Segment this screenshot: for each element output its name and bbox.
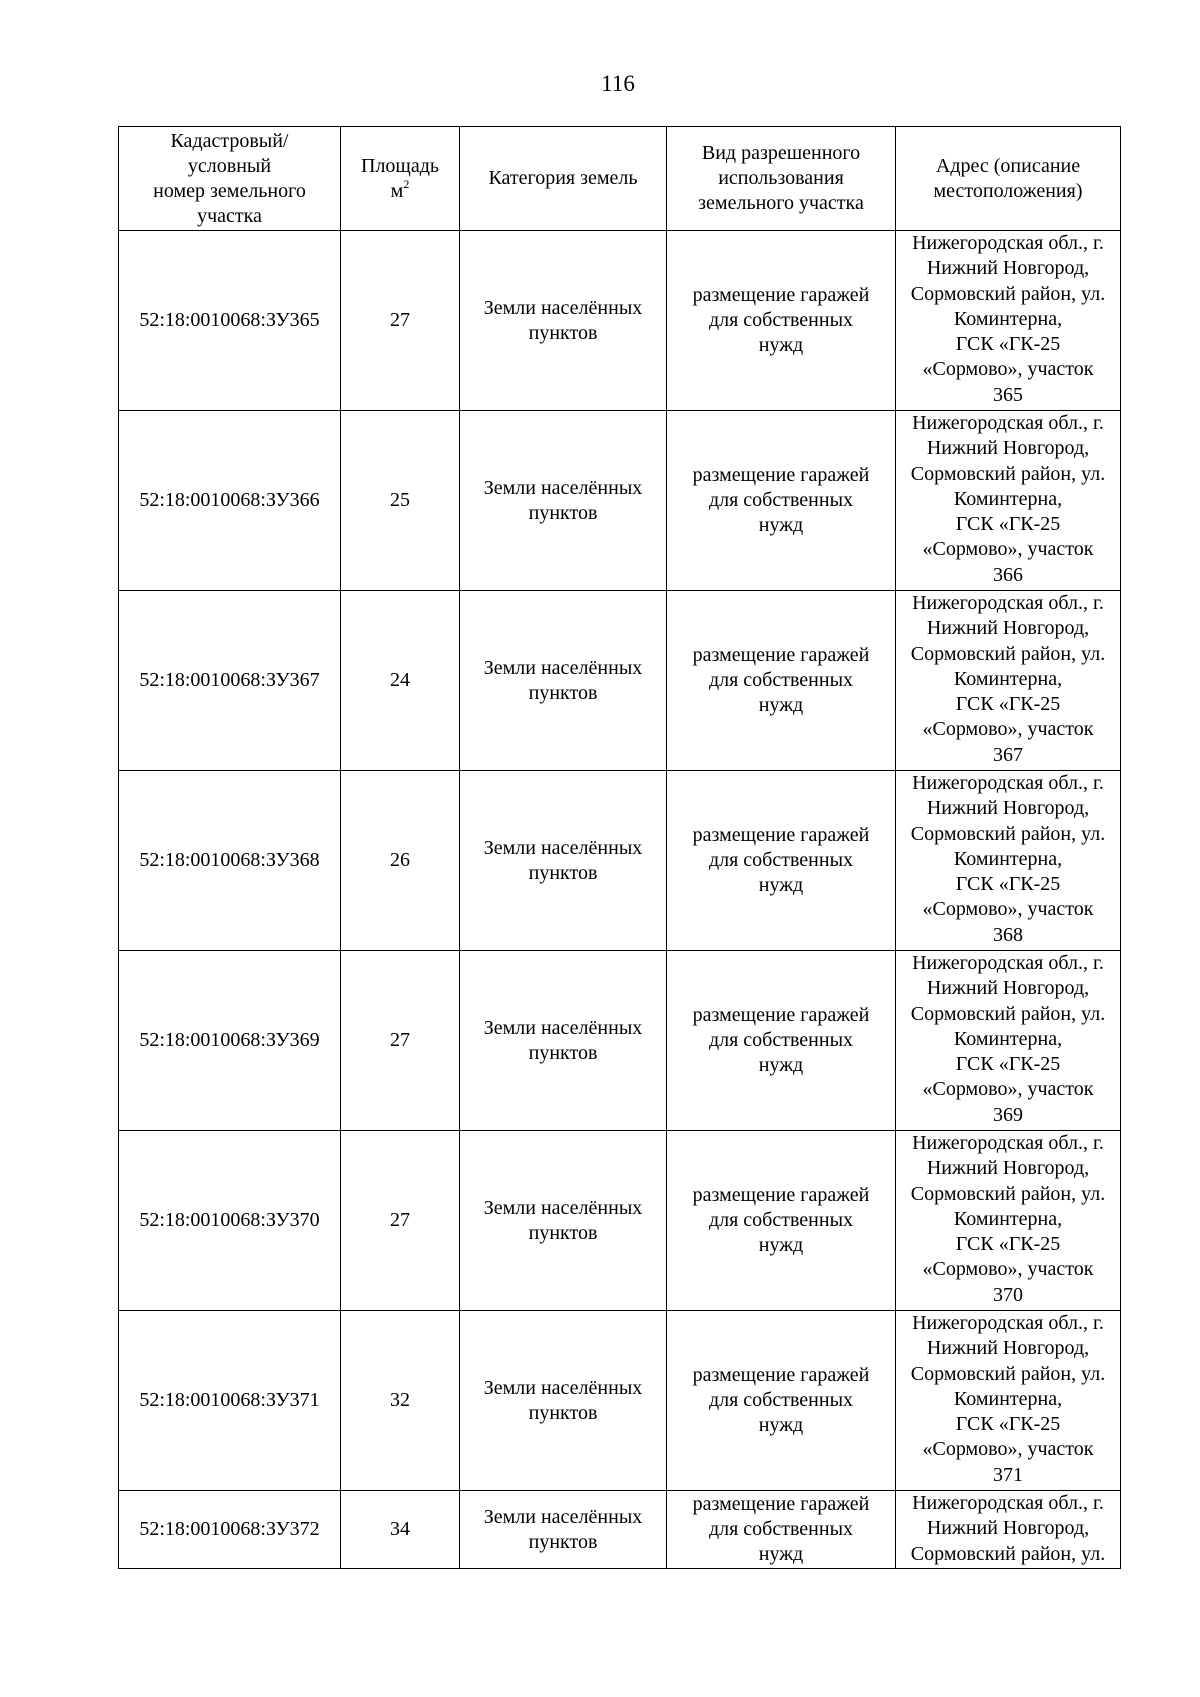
address-line: «Сормово», участок <box>922 538 1094 561</box>
table-header <box>119 127 1121 231</box>
land-category-cell <box>460 231 667 411</box>
permitted-use-line: нужд <box>758 514 804 536</box>
area-cell: 34 <box>341 1491 460 1569</box>
permitted-use-line: для собственных <box>708 669 854 691</box>
address-line: 367 <box>993 743 1023 766</box>
land-category-line: Земли населённых <box>483 476 643 499</box>
address-line: Коминтерна, <box>953 307 1063 330</box>
address-line: «Сормово», участок <box>922 1438 1094 1461</box>
header-category: Категория земель <box>460 127 667 231</box>
permitted-use-line: для собственных <box>708 1029 854 1051</box>
address-line: Коминтерна, <box>953 667 1063 690</box>
address-line: Сормовский район, ул. <box>910 1002 1106 1025</box>
address-line: Нижегородская обл., г. <box>912 952 1104 974</box>
address-line: 371 <box>993 1463 1023 1486</box>
permitted-use-cell <box>667 1311 896 1491</box>
header-area-unit-sup: 2 <box>403 176 410 191</box>
header-usage <box>667 127 896 231</box>
permitted-use-cell <box>667 1131 896 1311</box>
land-category-cell <box>460 771 667 951</box>
address-line: Нижний Новгород, <box>926 1337 1090 1360</box>
address-line: Нижний Новгород, <box>926 977 1090 1000</box>
land-category-line: Земли населённых <box>483 296 643 319</box>
land-category-line: пунктов <box>528 1401 598 1424</box>
address-line: Коминтерна, <box>953 1207 1063 1230</box>
cadastral-number-cell: 52:18:0010068:ЗУ368 <box>119 771 341 951</box>
permitted-use-line: нужд <box>758 694 804 716</box>
land-category-line: Земли населённых <box>483 836 643 859</box>
permitted-use-line: для собственных <box>708 489 854 511</box>
permitted-use-line: размещение гаражей <box>692 644 870 666</box>
land-category-line: пунктов <box>528 321 598 344</box>
permitted-use-line: размещение гаражей <box>692 824 870 846</box>
address-line: Нижегородская обл., г. <box>912 1492 1104 1514</box>
address-line: Нижегородская обл., г. <box>912 1132 1104 1154</box>
land-category-line: Земли населённых <box>483 1376 643 1399</box>
address-line: Сормовский район, ул. <box>910 462 1106 485</box>
permitted-use-cell <box>667 951 896 1131</box>
header-area-label: Площадь <box>361 154 439 177</box>
permitted-use-line: нужд <box>758 874 804 896</box>
permitted-use-line: размещение гаражей <box>692 1364 870 1386</box>
permitted-use-line: размещение гаражей <box>692 1004 870 1026</box>
address-line: «Сормово», участок <box>922 358 1094 381</box>
area-cell: 26 <box>341 771 460 951</box>
permitted-use-line: для собственных <box>708 849 854 871</box>
address-line: 368 <box>993 923 1023 946</box>
address-line: Нижний Новгород, <box>926 617 1090 640</box>
land-category-cell <box>460 1131 667 1311</box>
land-category-line: пунктов <box>528 861 598 884</box>
permitted-use-line: нужд <box>758 1054 804 1076</box>
address-line: Нижегородская обл., г. <box>912 232 1104 254</box>
land-category-line: пунктов <box>528 1530 598 1553</box>
header-area-unit: м <box>390 179 404 202</box>
table-row <box>119 231 1121 411</box>
address-line: «Сормово», участок <box>922 1078 1094 1101</box>
cadastral-number-cell: 52:18:0010068:ЗУ367 <box>119 591 341 771</box>
permitted-use-line: нужд <box>758 334 804 356</box>
address-line: ГСК «ГК-25 <box>955 513 1061 536</box>
land-category-line: Земли населённых <box>483 656 643 679</box>
header-address-line: местоположения) <box>933 179 1083 202</box>
table-body <box>119 231 1121 1569</box>
permitted-use-line: размещение гаражей <box>692 1184 870 1206</box>
land-category-line: пунктов <box>528 681 598 704</box>
header-usage-line: земельного участка <box>698 192 864 214</box>
address-line: Сормовский район, ул. <box>910 642 1106 665</box>
land-category-line: пунктов <box>528 501 598 524</box>
permitted-use-cell <box>667 771 896 951</box>
address-line: Нижний Новгород, <box>926 1157 1090 1180</box>
address-cell <box>896 411 1121 591</box>
land-category-line: пунктов <box>528 1221 598 1244</box>
address-line: Нижний Новгород, <box>926 1517 1090 1540</box>
table-row <box>119 591 1121 771</box>
header-cadastral-line: Кадастровый/ <box>170 129 289 152</box>
land-plots-table <box>118 126 1121 1569</box>
land-category-cell <box>460 1311 667 1491</box>
land-category-cell <box>460 591 667 771</box>
land-category-line: Земли населённых <box>483 1196 643 1219</box>
area-cell: 27 <box>341 231 460 411</box>
permitted-use-line: нужд <box>758 1414 804 1436</box>
address-line: «Сормово», участок <box>922 898 1094 921</box>
address-line: 370 <box>993 1283 1023 1306</box>
cadastral-number-cell: 52:18:0010068:ЗУ371 <box>119 1311 341 1491</box>
address-line: ГСК «ГК-25 <box>955 693 1061 716</box>
address-line: ГСК «ГК-25 <box>955 1233 1061 1256</box>
permitted-use-cell <box>667 231 896 411</box>
address-line: 365 <box>993 383 1023 406</box>
address-cell <box>896 1491 1121 1569</box>
area-cell: 25 <box>341 411 460 591</box>
permitted-use-line: нужд <box>758 1234 804 1256</box>
address-line: 369 <box>993 1103 1023 1126</box>
address-line: Коминтерна, <box>953 1027 1063 1050</box>
header-area <box>341 127 460 231</box>
permitted-use-line: для собственных <box>708 1518 854 1540</box>
address-line: ГСК «ГК-25 <box>955 333 1061 356</box>
permitted-use-line: для собственных <box>708 1389 854 1411</box>
land-category-cell <box>460 951 667 1131</box>
header-cadastral-line: номер земельного <box>153 179 306 202</box>
page-number: 116 <box>601 71 635 96</box>
address-cell <box>896 1311 1121 1491</box>
land-category-line: Земли населённых <box>483 1016 643 1039</box>
address-line: Коминтерна, <box>953 487 1063 510</box>
header-row <box>119 127 1121 231</box>
permitted-use-line: нужд <box>758 1543 804 1565</box>
permitted-use-line: размещение гаражей <box>692 1493 870 1515</box>
header-cadastral-line: условный <box>187 154 272 177</box>
permitted-use-line: размещение гаражей <box>692 464 870 486</box>
table-row <box>119 951 1121 1131</box>
address-line: Сормовский район, ул. <box>910 1362 1106 1385</box>
address-line: 366 <box>993 563 1023 586</box>
permitted-use-line: для собственных <box>708 309 854 331</box>
address-line: Нижегородская обл., г. <box>912 1312 1104 1334</box>
address-line: Сормовский район, ул. <box>910 822 1106 845</box>
address-cell <box>896 1131 1121 1311</box>
table-row <box>119 1311 1121 1491</box>
area-cell: 27 <box>341 951 460 1131</box>
cadastral-number-cell: 52:18:0010068:ЗУ369 <box>119 951 341 1131</box>
address-line: Нижегородская обл., г. <box>912 592 1104 614</box>
address-line: «Сормово», участок <box>922 718 1094 741</box>
land-category-cell <box>460 1491 667 1569</box>
address-line: ГСК «ГК-25 <box>955 1413 1061 1436</box>
address-line: Коминтерна, <box>953 1387 1063 1410</box>
permitted-use-line: размещение гаражей <box>692 284 870 306</box>
header-usage-line: использования <box>718 167 844 189</box>
permitted-use-cell <box>667 411 896 591</box>
address-line: Нижний Новгород, <box>926 257 1090 280</box>
address-cell <box>896 591 1121 771</box>
header-usage-line: Вид разрешенного <box>701 142 861 164</box>
permitted-use-cell <box>667 1491 896 1569</box>
address-line: ГСК «ГК-25 <box>955 1053 1061 1076</box>
land-category-cell <box>460 411 667 591</box>
table-row <box>119 1131 1121 1311</box>
header-address-line: Адрес (описание <box>935 154 1081 177</box>
address-line: Сормовский район, ул. <box>910 1182 1106 1205</box>
area-cell: 27 <box>341 1131 460 1311</box>
land-category-line: пунктов <box>528 1041 598 1064</box>
cadastral-number-cell: 52:18:0010068:ЗУ372 <box>119 1491 341 1569</box>
table-row <box>119 411 1121 591</box>
header-cadastral-line: участка <box>197 204 262 227</box>
header-cadastral <box>119 127 341 231</box>
cadastral-number-cell: 52:18:0010068:ЗУ365 <box>119 231 341 411</box>
address-line: Сормовский район, ул. <box>910 282 1106 305</box>
cadastral-number-cell: 52:18:0010068:ЗУ366 <box>119 411 341 591</box>
address-cell <box>896 771 1121 951</box>
address-cell <box>896 951 1121 1131</box>
address-line: Сормовский район, ул. <box>910 1542 1106 1565</box>
land-category-line: Земли населённых <box>483 1505 643 1528</box>
permitted-use-line: для собственных <box>708 1209 854 1231</box>
table-row <box>119 1491 1121 1569</box>
area-cell: 24 <box>341 591 460 771</box>
header-address <box>896 127 1121 231</box>
table-row <box>119 771 1121 951</box>
area-cell: 32 <box>341 1311 460 1491</box>
address-line: Нижегородская обл., г. <box>912 412 1104 434</box>
address-line: ГСК «ГК-25 <box>955 873 1061 896</box>
address-line: Нижний Новгород, <box>926 797 1090 820</box>
address-line: «Сормово», участок <box>922 1258 1094 1281</box>
address-cell <box>896 231 1121 411</box>
permitted-use-cell <box>667 591 896 771</box>
address-line: Нижегородская обл., г. <box>912 772 1104 794</box>
address-line: Нижний Новгород, <box>926 437 1090 460</box>
cadastral-number-cell: 52:18:0010068:ЗУ370 <box>119 1131 341 1311</box>
address-line: Коминтерна, <box>953 847 1063 870</box>
